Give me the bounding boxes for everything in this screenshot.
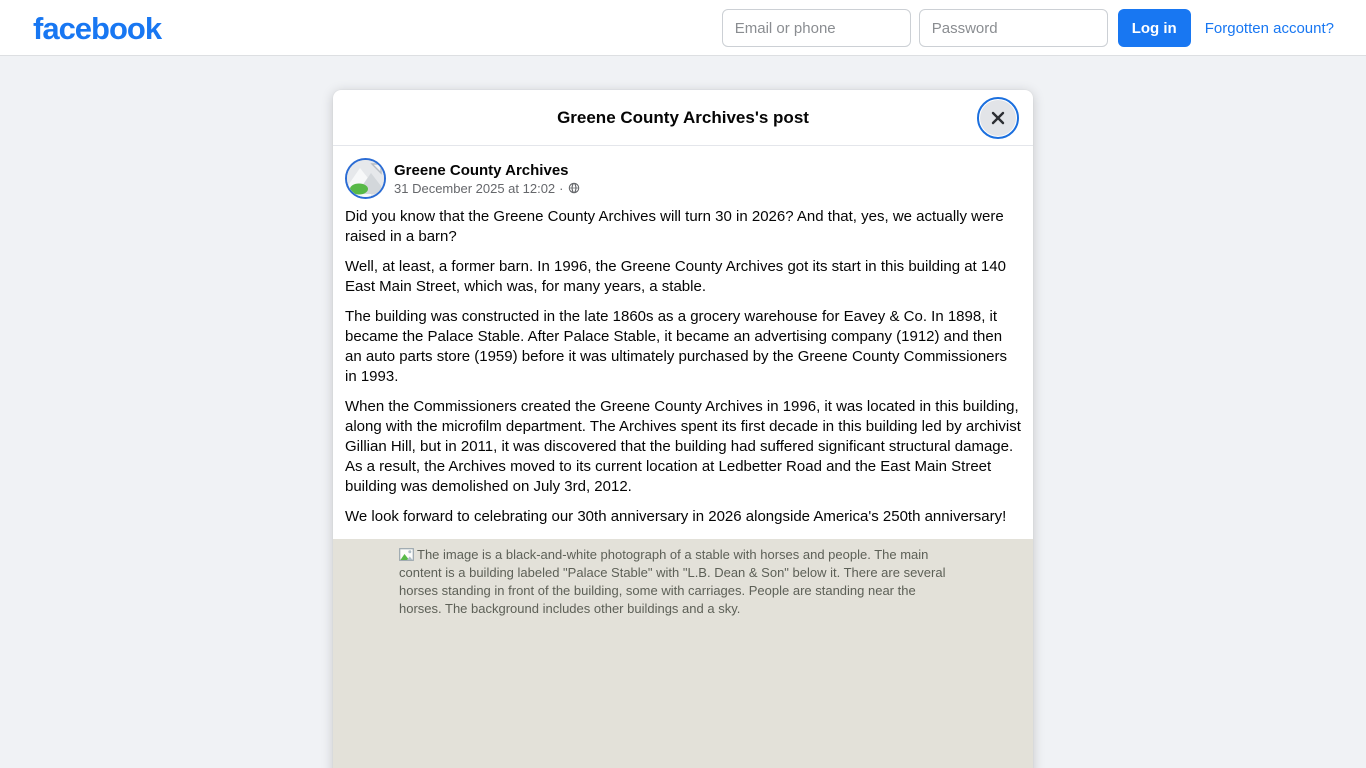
broken-image-placeholder-icon [347, 160, 384, 197]
post-text [345, 207, 1021, 527]
post-modal [333, 90, 1033, 768]
login-button[interactable]: Log in [1118, 9, 1191, 47]
broken-image-icon [399, 548, 414, 561]
globe-privacy-icon [568, 182, 580, 194]
post-paragraph: Well, at least, a former barn. In 1996, the Greene County Archives got its start in this building at 140 East Main Street, which was, for many years, a stable. [345, 258, 1006, 295]
post-paragraph: Did you know that the Greene County Archives will turn 30 in 2026? And that, yes, we actually were raised in a barn? [345, 208, 1004, 245]
login-form [722, 9, 1334, 47]
post-content [333, 146, 1033, 768]
author-name-link[interactable]: Greene County Archives [394, 161, 569, 179]
close-button[interactable] [980, 100, 1016, 136]
image-alt-wrap [333, 539, 973, 618]
post-paragraph: The building was constructed in the late 1860s as a grocery warehouse for Eavey & Co. In 1898, it became the Palace Stable. After Palace Stable, it became an advertising company (1912) and then an auto parts store (1959) before it was ultimately purchased by the Greene County Commissioners in 1993. [345, 308, 1007, 385]
post-timestamp-row [394, 181, 580, 196]
post-image-broken[interactable] [333, 539, 1033, 768]
post-paragraph: We look forward to celebrating our 30th anniversary in 2026 alongside America's 250th anniversary! [345, 508, 1007, 525]
avatar[interactable] [345, 158, 386, 199]
login-header [0, 0, 1366, 56]
author-meta [394, 162, 580, 196]
close-icon [990, 110, 1006, 126]
post-modal-header [333, 90, 1033, 146]
post-paragraph: When the Commissioners created the Greene County Archives in 1996, it was located in this building, along with the microfilm department. The Archives spent its first decade in this building led by archivist Gillian Hill, but in 2011, it was discovered that the building had suffered significant structural damage. As a result, the Archives moved to its current location at Ledbetter Road and the East Main Street building was demolished on July 3rd, 2012. [345, 398, 1021, 495]
timestamp-separator: · [559, 180, 564, 196]
password-field[interactable] [919, 9, 1108, 47]
image-alt-text: The image is a black-and-white photograph of a stable with horses and people. The main content is a building labeled "Palace Stable" with "L.B. Dean & Son" below it. There are several horses standing in front of the building, some with carriages. People are standing near the horses. The background includes other buildings and a sky. [399, 547, 946, 616]
forgotten-account-link[interactable]: Forgotten account? [1204, 19, 1334, 37]
post-timestamp[interactable]: 31 December 2025 at 12:02 [394, 180, 556, 196]
post-modal-title: Greene County Archives's post [557, 107, 809, 127]
facebook-logo[interactable]: facebook [33, 11, 162, 46]
email-field[interactable] [722, 9, 911, 47]
post-author-row [345, 158, 1021, 199]
